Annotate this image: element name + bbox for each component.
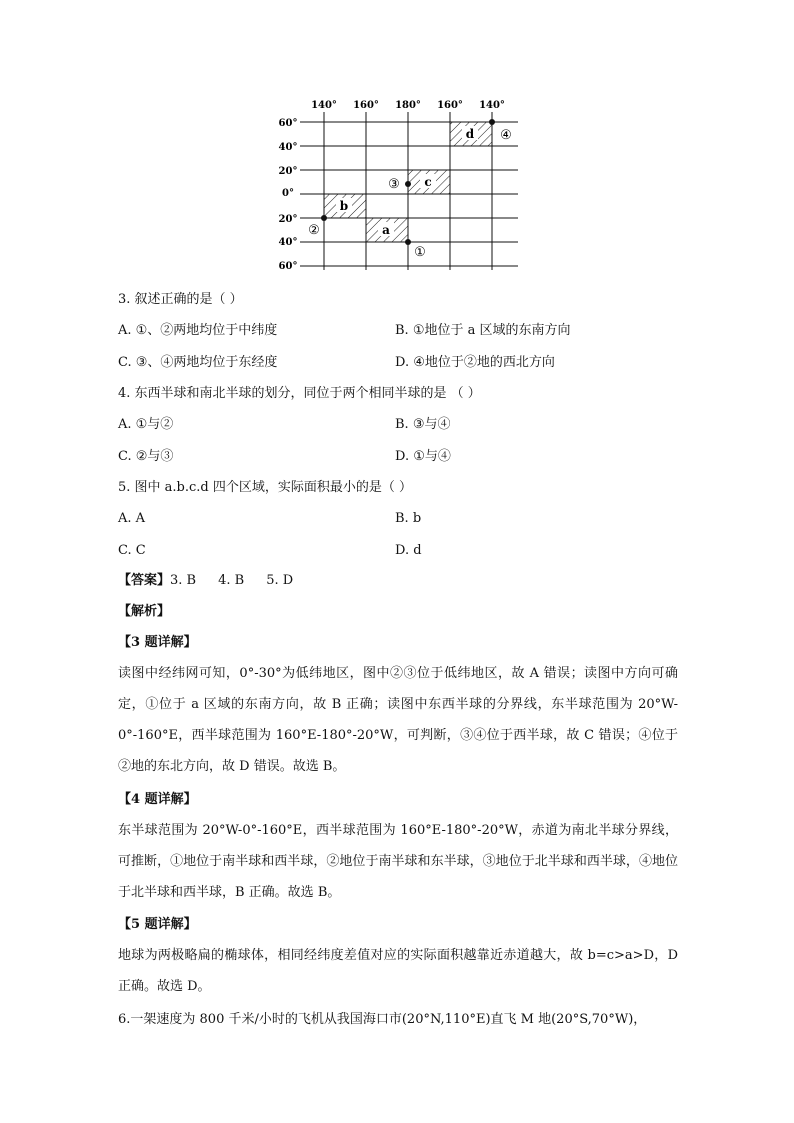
point-3 [405, 181, 411, 187]
lat-lon-grid-map [270, 92, 530, 277]
lat-label: 20° [278, 214, 298, 225]
q4-option-a: A. ①与② [118, 417, 174, 432]
region-a-label: a [382, 223, 390, 237]
region-d-label: d [465, 127, 475, 141]
q3-option-a: A. ①、②两地均位于中纬度 [118, 323, 278, 338]
q4-option-c: C. ②与③ [118, 449, 174, 464]
q3-option-b: B. ①地位于 a 区域的东南方向 [395, 323, 571, 338]
point-1 [405, 239, 411, 245]
detail-5-title: 【5 题详解】 [118, 917, 197, 932]
answer-item: 5. D [266, 573, 294, 588]
point-2-label: ② [308, 223, 320, 238]
detail-5-text: 地球为两极略扁的椭球体，相同经纬度差值对应的实际面积越靠近赤道越大，故 b=c>a>D，D 正确。故选 D。 [118, 948, 678, 994]
lon-label: 140° [479, 100, 505, 111]
answer-line [118, 572, 678, 590]
q4-stem: 4. 东西半球和南北半球的划分，同位于两个相同半球的是 （ ） [118, 386, 481, 401]
detail-4-text: 东半球范围为 20°W-0°-160°E，西半球范围为 160°E-180°-20°W，赤道为南北半球分界线，可推断，①地位于南半球和西半球，②地位于南半球和东半球，③地位于北半球和西半球，④地位于北半球和西半球，B 正确。故选 B。 [118, 823, 678, 900]
answer-item: 4. B [218, 573, 245, 588]
detail-3-title: 【3 题详解】 [118, 635, 197, 650]
answer-label: 【答案】 [118, 573, 171, 588]
lon-label: 140° [311, 100, 337, 111]
q3-option-c: C. ③、④两地均位于东经度 [118, 355, 278, 370]
point-2 [321, 215, 327, 221]
lat-label: 0° [282, 188, 294, 199]
q5-stem: 5. 图中 a.b.c.d 四个区域，实际面积最小的是（ ） [118, 480, 413, 495]
answer-item: 3. B [170, 573, 197, 588]
point-1-label: ① [414, 245, 426, 260]
analysis-label: 【解析】 [118, 604, 171, 619]
point-4-label: ④ [500, 128, 512, 143]
region-c-label: c [424, 175, 432, 189]
q3-stem: 3. 叙述正确的是（ ） [118, 292, 243, 307]
q5-option-c: C. C [118, 543, 146, 558]
lat-label: 60° [278, 261, 298, 272]
point-3-label: ③ [388, 177, 400, 192]
detail-3-text: 读图中经纬网可知，0°-30°为低纬地区，图中②③位于低纬地区，故 A 错误；读图中方向可确定，①位于 a 区域的东南方向，故 B 正确；读图中东西半球的分界线，东半球范围为 20°W-0°-160°E，西半球范围为 160°E-180°-20°W，可判断，③④位于西半球，故 C 错误；④位于②地的东北方向，故 D 错误。故选 B。 [118, 666, 678, 774]
lon-label: 160° [437, 100, 463, 111]
q4-option-d: D. ①与④ [395, 449, 451, 464]
lat-label: 40° [278, 142, 298, 153]
lat-label: 60° [278, 118, 298, 129]
q5-option-a: A. A [118, 511, 146, 526]
q6-stem: 6.一架速度为 800 千米/小时的飞机从我国海口市(20°N,110°E)直飞 M 地(20°S,70°W)， [118, 1012, 647, 1027]
q5-option-d: D. d [395, 543, 422, 558]
q3-option-d: D. ④地位于②地的西北方向 [395, 355, 555, 370]
lon-label: 160° [353, 100, 379, 111]
lon-label: 180° [395, 100, 421, 111]
lat-label: 40° [278, 237, 298, 248]
q5-option-b: B. b [395, 511, 422, 526]
lat-label: 20° [278, 166, 298, 177]
q4-option-b: B. ③与④ [395, 417, 451, 432]
region-b-label: b [339, 199, 349, 213]
point-4 [489, 119, 495, 125]
detail-4-title: 【4 题详解】 [118, 792, 197, 807]
